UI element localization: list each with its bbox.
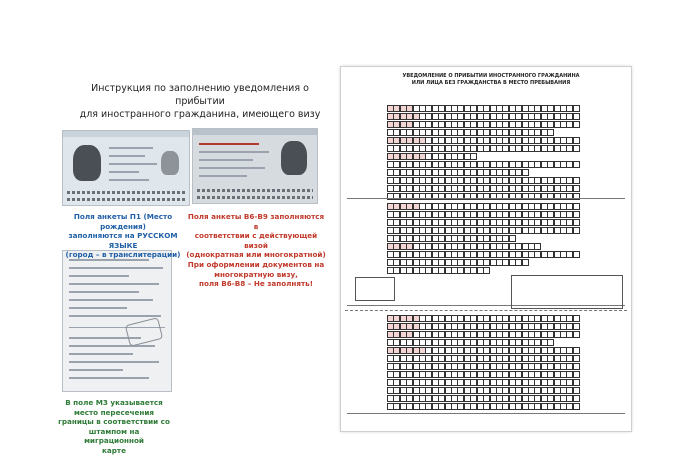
form-cell <box>509 235 516 242</box>
form-cell <box>573 227 580 234</box>
notification-form-page <box>340 66 632 432</box>
form-cell <box>573 347 580 354</box>
form-row-cells <box>387 355 579 362</box>
form-divider <box>345 310 627 311</box>
form-cell <box>573 387 580 394</box>
form-row-cells <box>387 211 579 218</box>
caption-m3-line: В поле М3 указывается <box>65 398 163 407</box>
form-cell <box>573 145 580 152</box>
form-row-cells <box>387 169 528 176</box>
form-cell <box>547 339 554 346</box>
form-row-cells <box>387 227 579 234</box>
passport-photo <box>62 130 190 206</box>
caption-m3-line: границы в соответствии со <box>58 417 170 427</box>
caption-m3-line: карте <box>102 445 126 455</box>
form-cell <box>573 251 580 258</box>
form-divider <box>347 413 625 414</box>
form-row-cells <box>387 251 579 258</box>
form-cell <box>573 395 580 402</box>
form-row-cells <box>387 331 579 338</box>
form-row-cells <box>387 371 579 378</box>
form-row-cells <box>387 403 579 410</box>
visa-photo <box>192 128 318 204</box>
caption-p1-line: (город – в транслитерации) <box>65 250 181 260</box>
form-row-cells <box>387 161 579 168</box>
instruction-title-line1: Инструкция по заполнению уведомления о прибытии <box>91 83 309 107</box>
caption-p1-line: Поля анкеты П1 (Место рождения) <box>73 212 173 231</box>
form-cell <box>573 371 580 378</box>
instruction-title-line2: для иностранного гражданина, имеющего визу <box>79 109 321 120</box>
form-cell <box>573 185 580 192</box>
form-box <box>355 277 395 301</box>
form-row-cells <box>387 129 554 136</box>
form-cell <box>573 193 580 200</box>
form-cell <box>573 121 580 128</box>
form-row-cells <box>387 121 579 128</box>
form-cell <box>534 243 541 250</box>
form-cell <box>522 169 529 176</box>
form-row-cells <box>387 203 579 210</box>
form-row-cells <box>387 379 579 386</box>
form-cell <box>573 219 580 226</box>
form-cell <box>573 315 580 322</box>
caption-visa <box>186 212 326 289</box>
form-cell <box>573 363 580 370</box>
form-row-cells <box>387 193 579 200</box>
form-row-cells <box>387 347 579 354</box>
form-cell <box>573 161 580 168</box>
form-cell <box>483 267 490 274</box>
form-row-cells <box>387 145 579 152</box>
form-row-cells <box>387 235 515 242</box>
form-row-cells <box>387 395 579 402</box>
migration-card-photo <box>62 250 172 392</box>
form-row-cells <box>387 113 579 120</box>
form-row-cells <box>387 387 579 394</box>
form-cell <box>573 177 580 184</box>
form-row-cells <box>387 363 579 370</box>
form-cell <box>547 129 554 136</box>
form-cell <box>573 137 580 144</box>
form-row-cells <box>387 185 579 192</box>
form-title-line1: УВЕДОМЛЕНИЕ О ПРИБЫТИИ ИНОСТРАННОГО ГРАЖДАНИНА <box>402 73 580 79</box>
caption-visa-line: При оформлении документов на <box>187 259 325 269</box>
form-cell <box>573 203 580 210</box>
form-title <box>381 73 601 87</box>
form-row-cells <box>387 153 477 160</box>
form-box <box>511 275 623 309</box>
form-title-line2: ИЛИ ЛИЦА БЕЗ ГРАЖДАНСТВА В МЕСТО ПРЕБЫВАНИЯ <box>411 80 571 86</box>
caption-visa-line: многократную визу, <box>214 269 298 279</box>
caption-visa-line: поля В6-В8 – Не заполнять! <box>199 279 313 289</box>
instruction-title <box>70 82 330 121</box>
form-row-cells <box>387 243 541 250</box>
caption-m3-line: штампом на миграционной <box>84 426 144 446</box>
form-row-cells <box>387 259 528 266</box>
form-cell <box>522 259 529 266</box>
caption-p1-line: заполняются на РУССКОМ ЯЗЫКЕ <box>68 231 178 250</box>
caption-visa-line: (однократная или многократной) <box>186 250 326 260</box>
form-cell <box>573 403 580 410</box>
form-divider <box>347 198 625 199</box>
form-cell <box>573 105 580 112</box>
form-row-cells <box>387 137 579 144</box>
form-cell <box>573 331 580 338</box>
form-cell <box>470 153 477 160</box>
caption-visa-line: Поля анкеты В6-В9 заполняются в <box>187 212 325 231</box>
caption-p1 <box>58 212 188 260</box>
form-cell <box>573 355 580 362</box>
form-row-cells <box>387 219 579 226</box>
form-cell <box>573 323 580 330</box>
form-row-cells <box>387 339 554 346</box>
caption-m3 <box>58 398 170 456</box>
form-row-cells <box>387 323 579 330</box>
form-cell <box>573 379 580 386</box>
caption-m3-line: место пересечения <box>73 407 155 417</box>
form-cell <box>573 211 580 218</box>
form-row-cells <box>387 177 579 184</box>
form-row-cells <box>387 267 490 274</box>
form-row-cells <box>387 315 579 322</box>
form-row-cells <box>387 105 579 112</box>
form-cell <box>573 113 580 120</box>
caption-visa-line: соответствии с действующей визой <box>194 231 318 250</box>
